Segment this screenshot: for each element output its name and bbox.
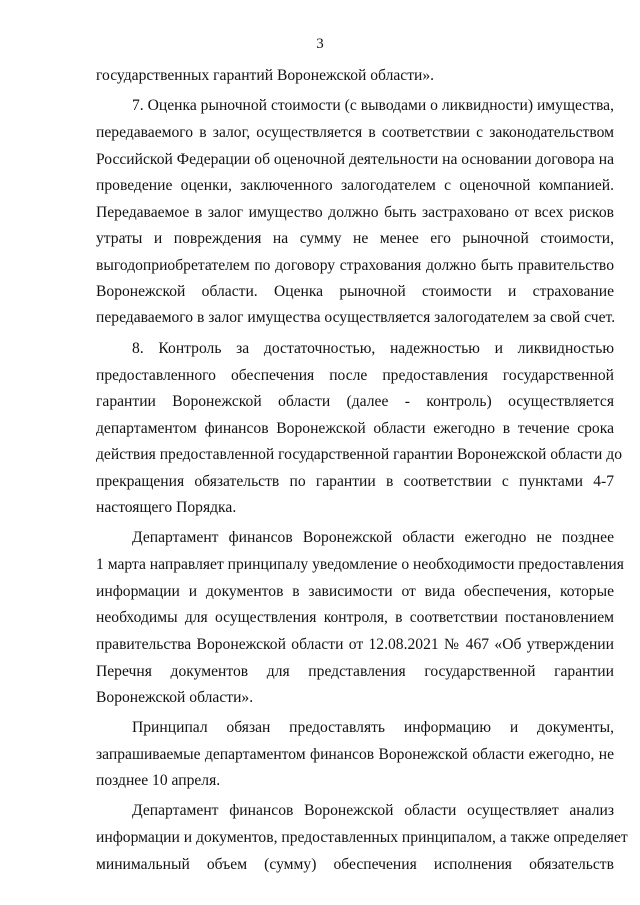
text-line: прекращения обязательств по гарантии в соответствии с пунктами 4-7 bbox=[96, 473, 614, 490]
text-line: информации и документов в зависимости от вида обеспечения, которые bbox=[96, 583, 614, 600]
text-line: 8. Контроль за достаточностью, надежностью и ликвидностью bbox=[132, 340, 614, 357]
text-line: передаваемого в залог имущества осуществляется залогодателем за свой счет. bbox=[96, 309, 616, 326]
text-line: передаваемого в залог, осуществляется в соответствии с законодательством bbox=[96, 124, 614, 141]
text-line: департаментом финансов Воронежской области ежегодно в течение срока bbox=[96, 420, 614, 437]
text-line: утраты и повреждения на сумму не менее его рыночной стоимости, bbox=[96, 230, 614, 247]
text-line: правительства Воронежской области от 12.08.2021 № 467 «Об утверждении bbox=[96, 636, 614, 653]
text-line: минимальный объем (сумму) обеспечения исполнения обязательств bbox=[96, 856, 614, 873]
text-line: действия предоставленной государственной гарантии Воронежской области до bbox=[96, 446, 622, 463]
text-line: Воронежской области». bbox=[96, 689, 254, 706]
text-line: 7. Оценка рыночной стоимости (с выводами о ликвидности) имущества, bbox=[132, 97, 614, 114]
text-line: государственных гарантий Воронежской области». bbox=[96, 67, 435, 84]
text-line: Российской Федерации об оценочной деятельности на основании договора на bbox=[96, 151, 615, 168]
text-line: Перечня документов для представления государственной гарантии bbox=[96, 663, 614, 680]
text-line: Департамент финансов Воронежской области ежегодно не позднее bbox=[132, 529, 614, 546]
text-line: 1 марта направляет принципалу уведомление о необходимости предоставления bbox=[96, 556, 624, 573]
text-line: Передаваемое в залог имущество должно быть застраховано от всех рисков bbox=[96, 204, 614, 221]
text-line: гарантии Воронежской области (далее - контроль) осуществляется bbox=[96, 393, 614, 410]
text-line: проведение оценки, заключенного залогодателем с оценочной компанией. bbox=[96, 177, 614, 194]
text-line: Департамент финансов Воронежской области осуществляет анализ bbox=[132, 802, 614, 819]
text-line: Принципал обязан предоставлять информацию и документы, bbox=[132, 719, 614, 736]
text-line: необходимы для осуществления контроля, в соответствии постановлением bbox=[96, 609, 614, 626]
text-line: выгодоприобретателем по договору страхования должно быть правительство bbox=[96, 257, 614, 274]
text-line: информации и документов, предоставленных принципалом, а также определяет bbox=[96, 829, 628, 846]
page-number: 3 bbox=[316, 36, 324, 52]
text-line: предоставленного обеспечения после предоставления государственной bbox=[96, 367, 614, 384]
text-line: Воронежской области. Оценка рыночной стоимости и страхование bbox=[96, 283, 614, 300]
text-line: настоящего Порядка. bbox=[96, 499, 237, 516]
text-line: позднее 10 апреля. bbox=[96, 772, 221, 789]
text-line: запрашиваемые департаментом финансов Воронежской области ежегодно, не bbox=[96, 746, 614, 763]
